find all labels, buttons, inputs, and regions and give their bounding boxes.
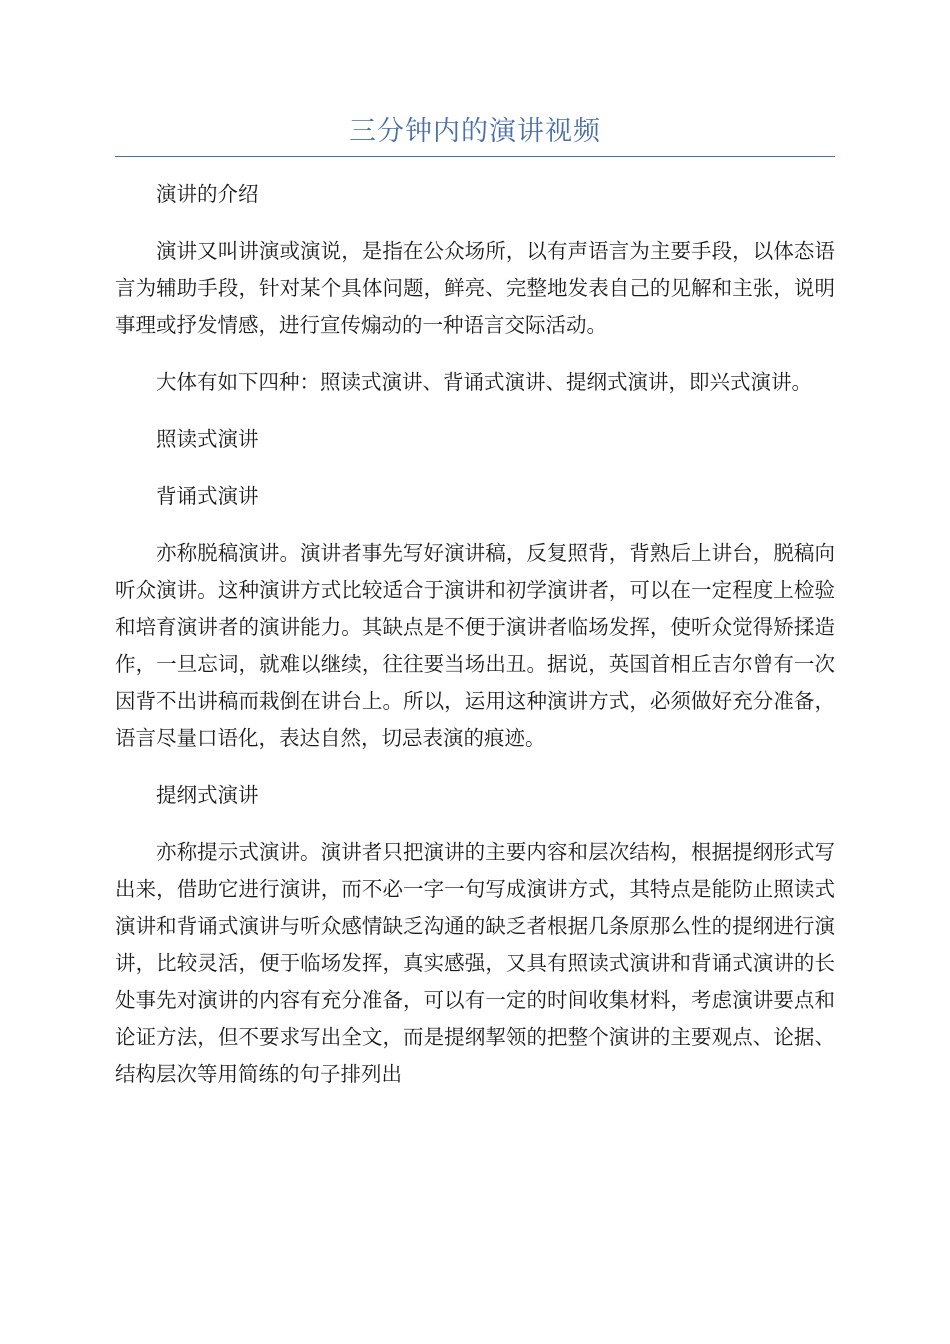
paragraph-types: 大体有如下四种：照读式演讲、背诵式演讲、提纲式演讲，即兴式演讲。 [156,370,812,394]
title-block [115,112,835,157]
document-title: 三分钟内的演讲视频 [349,116,601,147]
section-heading-outline: 提纲式演讲 [156,783,259,807]
section-heading-intro: 演讲的介绍 [156,182,259,206]
section-heading-memorized: 背诵式演讲 [156,484,259,508]
document-body [115,176,835,1113]
paragraph-definition: 演讲又叫讲演或演说，是指在公众场所，以有声语言为主要手段，以体态语言为辅助手段，针对某个具体问题，鲜亮、完整地发表自己的见解和主张，说明事理或抒发情感，进行宣传煽动的一种语言交际活动。 [115,239,835,337]
paragraph-memorized: 亦称脱稿演讲。演讲者事先写好演讲稿，反复照背，背熟后上讲台，脱稿向听众演讲。这种演讲方式比较适合于演讲和初学演讲者，可以在一定程度上检验和培育演讲者的演讲能力。其缺点是不便于演讲者临场发挥，使听众觉得矫揉造作，一旦忘词，就难以继续，往往要当场出丑。据说，英国首相丘吉尔曾有一次因背不出讲稿而栽倒在讲台上。所以，运用这种演讲方式，必须做好充分准备，语言尽量口语化，表达自然，切忌表演的痕迹。 [115,541,835,750]
paragraph-outline: 亦称提示式演讲。演讲者只把演讲的主要内容和层次结构，根据提纲形式写出来，借助它进行演讲，而不必一字一句写成演讲方式，其特点是能防止照读式演讲和背诵式演讲与听众感情缺乏沟通的缺乏者根据几条原那么性的提纲进行演讲，比较灵活，便于临场发挥，真实感强，又具有照读式演讲和背诵式演讲的长处事先对演讲的内容有充分准备，可以有一定的时间收集材料，考虑演讲要点和论证方法，但不要求写出全文，而是提纲挈领的把整个演讲的主要观点、论据、结构层次等用简练的句子排列出 [115,840,835,1086]
section-heading-reading: 照读式演讲 [156,427,259,451]
